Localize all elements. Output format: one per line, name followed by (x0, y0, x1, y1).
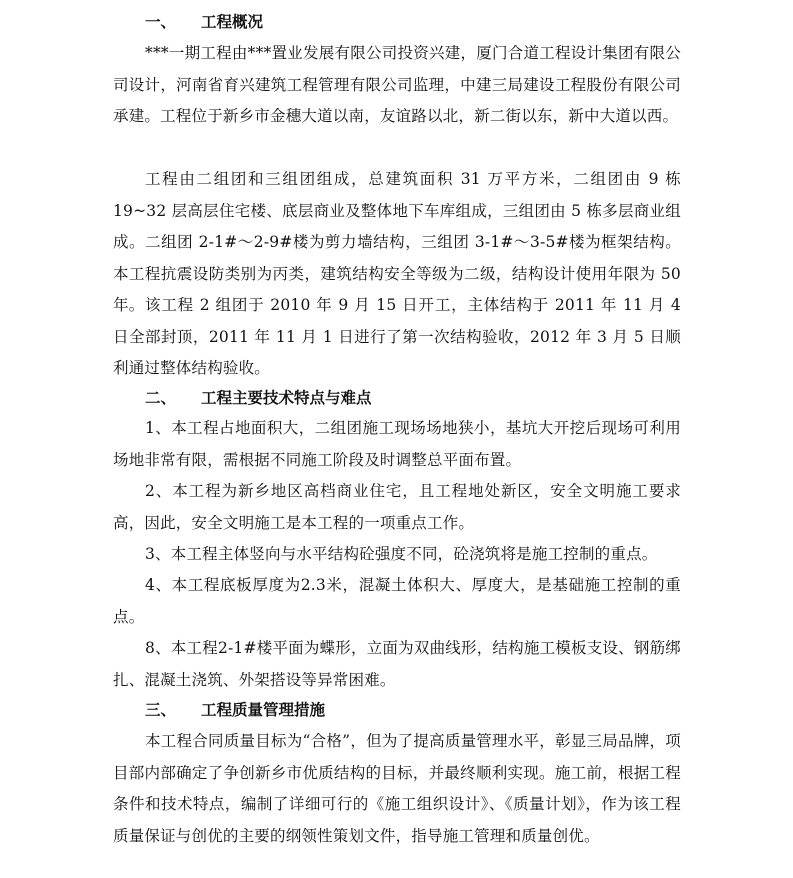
paragraph: 该工程 2 组团于 2010 年 9 月 15 日开工，主体结构于 2011 年 11 月 4 日全部封顶，2011 年 11 月 1 日进行了第一次结构验收，2012 年 3 月 5 日顺利通过整体结构验收。 (113, 296, 681, 377)
paragraph: 2、本工程为新乡地区高档商业住宅，且工程地处新区，安全文明施工要求高，因此，安全文明施工是本工程的一项重点工作。 (113, 482, 681, 532)
paragraph: 8、本工程2-1#楼平面为蝶形，立面为双曲线形，结构施工模板支设、钢筋绑扎、混凝土浇筑、外架搭设等异常困难。 (113, 639, 681, 689)
section-heading-overview (113, 12, 681, 32)
paragraph: 3、本工程主体竖向与水平结构砼强度不同，砼浇筑将是施工控制的重点。 (145, 545, 658, 563)
section-number: 一、 (145, 13, 177, 31)
section-title: 工程概况 (201, 13, 264, 31)
paragraph: 1、本工程占地面积大，二组团施工现场场地狭小，基坑大开挖后现场可利用场地非常有限，需根据不同施工阶段及时调整总平面布置。 (113, 419, 681, 469)
section-number: 二、 (145, 389, 177, 407)
section-number: 三、 (145, 701, 177, 719)
paragraph: 本工程合同质量目标为“合格”，但为了提高质量管理水平，彰显三局品牌，项目部内部确定了争创新乡市优质结构的目标，并最终顺利实现。施工前，根据工程条件和技术特点，编制了详细可行的《施工组织设计》、《质量计划》，作为该工程质量保证与创优的主要的纲领性策划文件，指导施工管理和质量创优。 (113, 732, 681, 845)
section-heading-tech-features (113, 388, 681, 408)
paragraph: 4、本工程底板厚度为2.3米，混凝土体积大、厚度大，是基础施工控制的重点。 (113, 576, 681, 626)
section-title: 工程质量管理措施 (201, 701, 326, 719)
paragraph: ***一期工程由***置业发展有限公司投资兴建，厦门合道工程设计集团有限公司设计，河南省育兴建筑工程管理有限公司监理，中建三局建设工程股份有限公司承建。工程位于新乡市金穗大道以南，友谊路以北，新二街以东，新中大道以西。 (113, 44, 681, 125)
section-heading-quality (113, 700, 681, 720)
section-title: 工程主要技术特点与难点 (201, 389, 372, 407)
paragraph: 工程由二组团和三组团组成，总建筑面积 31 万平方米，二组团由 9 栋 19~32 层高层住宅楼、底层商业及整体地下车库组成，三组团由 5 栋多层商业组成。二组团 2-1#～2-9#楼为剪力墙结构，三组团 3-1#～3-5#楼为框架结构。本工程抗震设防类别为丙类，建筑结构安全等级为二级，结构设计使用年限为 50 年。 (113, 170, 681, 314)
